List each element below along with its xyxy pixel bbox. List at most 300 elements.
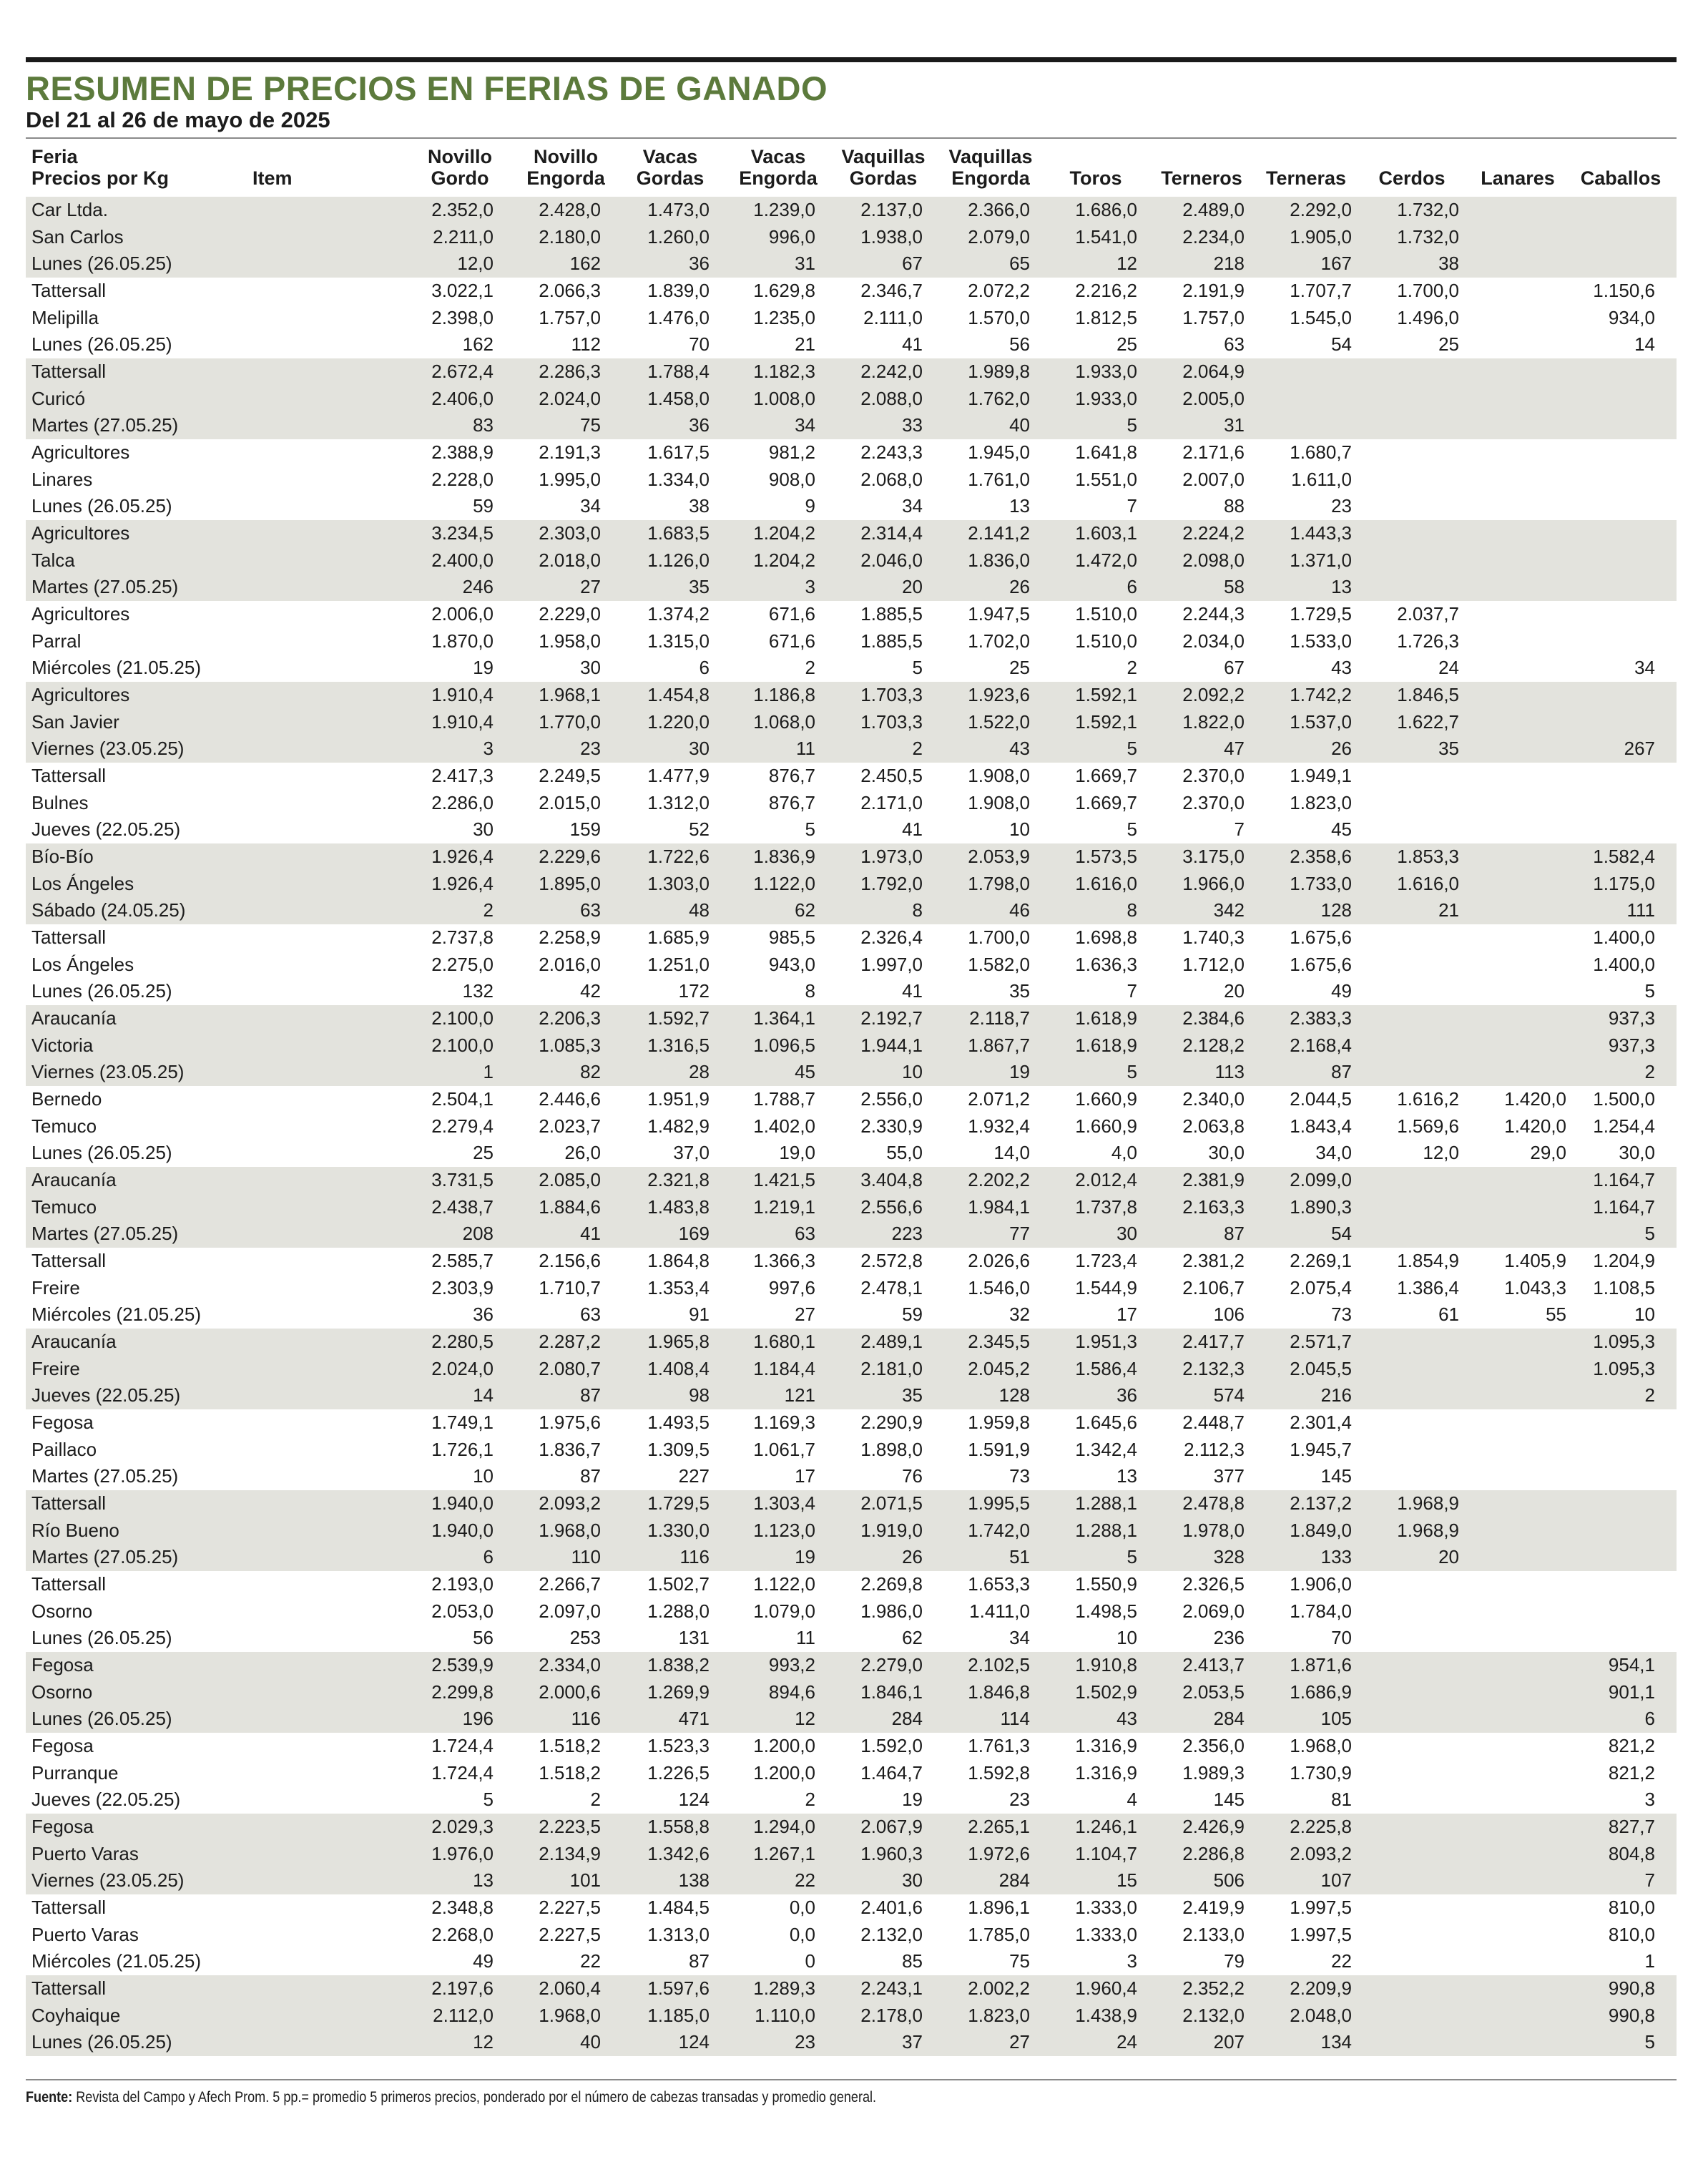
table-cell: 87 [1331, 1061, 1352, 1083]
table-cell: 1.864,8 [647, 1250, 710, 1271]
table-cell: 2.045,5 [1290, 1357, 1352, 1379]
table-cell: 1.522,0 [968, 710, 1030, 733]
table-cell [1548, 1409, 1655, 1437]
table-cell: 1.458,0 [647, 387, 710, 409]
table-cell: 1.371,0 [1290, 549, 1352, 571]
table-cell: 1.669,7 [1075, 765, 1137, 786]
table-cell: 1.095,3 [1593, 1331, 1655, 1352]
table-cell: 2.227,5 [539, 1897, 601, 1918]
table-cell: 1.724,4 [431, 1735, 494, 1756]
table-cell: 1.551,0 [1075, 468, 1137, 490]
table-cell: 2.163,3 [1182, 1195, 1245, 1218]
table-row [26, 1894, 1677, 1922]
table-cell: 1.496,0 [1397, 306, 1459, 328]
table-cell: 1.757,0 [539, 306, 601, 328]
table-cell: 2.132,0 [860, 1923, 923, 1945]
table-cell: 1.978,0 [1182, 1519, 1245, 1541]
table-cell: 1.476,0 [647, 306, 710, 328]
table-row [26, 1329, 1677, 1356]
table-cell [1352, 1733, 1459, 1760]
row-label: Freire [31, 1357, 80, 1379]
table-cell [1352, 816, 1459, 843]
header-col-11 [1464, 146, 1571, 189]
table-cell: 2.381,2 [1182, 1250, 1245, 1271]
table-cell: 1.164,7 [1593, 1195, 1655, 1218]
table-cell: 62 [795, 899, 815, 921]
table-cell: 10 [1009, 818, 1030, 841]
table-cell: 1.260,0 [647, 225, 710, 248]
table-cell: 8 [1127, 899, 1137, 921]
table-row [26, 978, 1677, 1005]
table-cell: 1.822,0 [1182, 710, 1245, 733]
feria-group [26, 1894, 1677, 1975]
table-cell: 2.037,7 [1397, 603, 1459, 625]
table-cell: 6 [1644, 1708, 1655, 1730]
table-cell [1352, 1706, 1459, 1733]
table-cell [1352, 412, 1459, 439]
table-cell: 2.223,5 [539, 1816, 601, 1837]
table-cell: 1.108,5 [1593, 1276, 1655, 1298]
table-cell: 1.616,0 [1397, 872, 1459, 894]
table-cell: 2.012,4 [1075, 1169, 1137, 1190]
table-cell: 1.960,3 [860, 1842, 923, 1864]
table-cell: 2.209,9 [1290, 1977, 1352, 1999]
row-label: Melipilla [31, 306, 99, 328]
table-cell: 42 [580, 980, 601, 1002]
table-cell [1548, 386, 1655, 413]
row-label: Miércoles (21.05.25) [31, 1950, 201, 1972]
table-cell: 1.150,6 [1593, 280, 1655, 301]
table-cell: 1.703,3 [860, 684, 923, 705]
header-col-5-line-1: Vaquillas [841, 146, 926, 167]
table-cell: 10 [1634, 1303, 1655, 1326]
table-cell: 8 [805, 980, 815, 1002]
table-cell: 1.288,0 [647, 1600, 710, 1622]
table-row [26, 1733, 1677, 1760]
table-cell [1548, 574, 1655, 601]
table-cell: 1 [483, 1061, 494, 1083]
table-cell: 1.454,8 [647, 684, 710, 705]
table-cell: 1.110,0 [755, 2004, 815, 2026]
table-cell: 246 [462, 576, 494, 598]
table-cell: 2.106,7 [1182, 1276, 1245, 1298]
table-cell: 5 [1127, 738, 1137, 760]
table-cell: 2.018,0 [539, 549, 601, 571]
row-label: Osorno [31, 1600, 93, 1622]
table-cell: 1.204,2 [753, 522, 815, 544]
table-row [26, 1463, 1677, 1490]
table-cell: 36 [473, 1303, 494, 1326]
table-cell: 2.132,3 [1182, 1357, 1245, 1379]
table-row [26, 358, 1677, 386]
row-label: Viernes (23.05.25) [31, 1869, 185, 1892]
table-cell: 23 [795, 2031, 815, 2053]
table-cell: 2.489,1 [860, 1331, 923, 1352]
row-label: Puerto Varas [31, 1923, 139, 1945]
table-cell: 133 [1320, 1546, 1352, 1568]
table-cell: 27 [1009, 2031, 1030, 2053]
row-label: Agricultores [31, 441, 130, 463]
table-row [26, 897, 1677, 924]
table-cell: 2 [1127, 657, 1137, 679]
table-cell: 2.181,0 [860, 1357, 923, 1379]
table-cell: 1.043,3 [1504, 1276, 1566, 1298]
table-cell: 23 [1009, 1789, 1030, 1811]
footnote-text: Revista del Campo y Afech Prom. 5 pp.= promedio 5 primeros precios, ponderado por el número de cabezas transadas y promedio general. [72, 2089, 877, 2105]
table-row [26, 1652, 1677, 1679]
table-cell: 2.400,0 [431, 549, 494, 571]
table-cell: 7 [1127, 495, 1137, 517]
row-label: Bío-Bío [31, 846, 94, 867]
table-row [26, 1382, 1677, 1409]
table-cell: 1.944,1 [860, 1034, 923, 1056]
table-cell: 1.788,7 [753, 1088, 815, 1110]
table-cell: 1.122,0 [753, 872, 815, 894]
footnote-label: Fuente: [26, 2089, 73, 2105]
table-cell: 13 [1116, 1465, 1137, 1487]
table-cell: 2.334,0 [539, 1654, 601, 1676]
table-cell: 79 [1224, 1950, 1245, 1972]
table-cell: 124 [678, 1789, 710, 1811]
table-cell: 40 [580, 2031, 601, 2053]
table-cell: 2.299,8 [431, 1681, 494, 1703]
table-cell: 34 [580, 495, 601, 517]
table-cell: 1.523,3 [647, 1735, 710, 1756]
table-cell: 2.029,3 [431, 1816, 494, 1837]
table-cell: 2.275,0 [431, 953, 494, 975]
table-cell: 2.099,0 [1290, 1169, 1352, 1190]
table-cell: 134 [1320, 2031, 1352, 2053]
table-cell: 2.133,0 [1182, 1923, 1245, 1945]
table-cell: 1.303,0 [647, 872, 710, 894]
table-cell: 1.400,0 [1593, 926, 1655, 948]
table-cell [1352, 1571, 1459, 1598]
table-cell: 1.945,7 [1290, 1438, 1352, 1460]
header-col-3-line-2: Gordas [636, 167, 705, 189]
table-cell [1352, 520, 1459, 547]
table-cell: 2.258,9 [539, 926, 601, 948]
table-cell: 1.940,0 [431, 1519, 494, 1541]
row-label: Martes (27.05.25) [31, 1465, 179, 1487]
table-cell: 3.022,1 [431, 280, 494, 301]
table-cell: 41 [580, 1223, 601, 1245]
table-cell: 2.225,8 [1290, 1816, 1352, 1837]
table-cell: 1.890,3 [1290, 1195, 1352, 1218]
table-cell: 2.301,4 [1290, 1412, 1352, 1433]
table-cell: 804,8 [1608, 1842, 1655, 1864]
table-cell: 128 [998, 1384, 1030, 1407]
table-cell: 162 [462, 333, 494, 356]
table-cell: 2.249,5 [539, 765, 601, 786]
table-cell: 1.997,0 [860, 953, 923, 975]
table-cell [1352, 978, 1459, 1005]
table-cell: 1.622,7 [1397, 710, 1459, 733]
table-cell: 2.446,6 [539, 1088, 601, 1110]
header-col-7-line-1 [1042, 146, 1149, 167]
table-cell: 1.703,3 [860, 710, 923, 733]
table-cell: 1.733,0 [1290, 872, 1352, 894]
table-cell: 2.417,3 [431, 765, 494, 786]
table-cell: 17 [1116, 1303, 1137, 1326]
table-cell: 1.707,7 [1290, 280, 1352, 301]
table-cell: 54 [1331, 1223, 1352, 1245]
table-cell: 1.411,0 [969, 1600, 1030, 1622]
table-cell [1548, 1490, 1655, 1517]
table-cell: 3 [1644, 1789, 1655, 1811]
header-col-3 [617, 146, 724, 189]
row-label: Tattersall [31, 1977, 107, 1999]
table-cell [1352, 1948, 1459, 1975]
table-cell: 2.053,5 [1182, 1681, 1245, 1703]
table-cell: 1.482,9 [647, 1115, 710, 1137]
table-cell: 1.366,3 [753, 1250, 815, 1271]
row-label: Martes (27.05.25) [31, 576, 179, 598]
table-cell: 1.683,5 [647, 522, 710, 544]
header-col-7-line-2: Toros [1069, 167, 1122, 189]
table-cell: 671,6 [768, 603, 815, 625]
table-cell: 1.289,3 [753, 1977, 815, 1999]
header-item: Item [252, 167, 293, 189]
table-cell: 1.729,5 [647, 1492, 710, 1514]
table-cell: 131 [678, 1627, 710, 1649]
table-cell: 1.267,1 [753, 1842, 815, 1864]
table-cell [1548, 682, 1655, 709]
table-cell: 1.420,0 [1504, 1088, 1566, 1110]
table-cell: 2 [912, 738, 923, 760]
table-cell: 1.932,4 [968, 1115, 1030, 1137]
header-col-9 [1252, 146, 1360, 189]
table-cell: 114 [1000, 1708, 1030, 1730]
feria-group [26, 1490, 1677, 1571]
table-cell [1352, 1867, 1459, 1894]
table-cell: 2.370,0 [1182, 765, 1245, 786]
table-cell: 1.700,0 [1397, 280, 1459, 301]
table-row [26, 1975, 1677, 2002]
table-cell: 2.134,9 [539, 1842, 601, 1864]
table-cell [1548, 601, 1655, 628]
table-cell: 145 [1320, 1465, 1352, 1487]
table-cell: 2.326,5 [1182, 1573, 1245, 1595]
table-row [26, 466, 1677, 494]
header-col-11-line-2: Lanares [1481, 167, 1555, 189]
table-cell: 34 [902, 495, 923, 517]
table-cell: 1.761,0 [968, 468, 1030, 490]
table-cell [1352, 1652, 1459, 1679]
table-cell: 1.405,9 [1504, 1250, 1566, 1271]
table-cell [1352, 763, 1459, 790]
table-cell: 821,2 [1608, 1735, 1655, 1756]
table-cell: 1.867,7 [968, 1034, 1030, 1056]
table-cell: 36 [689, 253, 710, 275]
table-cell: 1.309,5 [647, 1438, 710, 1460]
table-cell: 2.071,5 [860, 1492, 923, 1514]
table-cell: 87 [580, 1465, 601, 1487]
table-cell: 2.112,0 [433, 2004, 494, 2026]
table-cell: 997,6 [768, 1276, 815, 1298]
table-cell: 1.342,4 [1075, 1438, 1137, 1460]
table-cell: 3.175,0 [1182, 846, 1245, 867]
table-cell: 27 [580, 576, 601, 598]
table-cell: 2.572,8 [860, 1250, 923, 1271]
table-cell [1548, 1463, 1655, 1490]
table-cell: 26,0 [564, 1142, 601, 1164]
table-cell [1548, 1544, 1655, 1571]
table-cell: 2.287,2 [539, 1331, 601, 1352]
row-label: Tattersall [31, 765, 107, 786]
table-cell: 1.104,7 [1075, 1842, 1137, 1864]
table-cell: 1.175,0 [1593, 872, 1655, 894]
table-cell: 1.546,0 [968, 1276, 1030, 1298]
table-cell: 52 [689, 818, 710, 841]
table-cell: 1.333,0 [1075, 1923, 1137, 1945]
table-cell: 1.737,8 [1075, 1195, 1137, 1218]
table-cell: 3.404,8 [860, 1169, 923, 1190]
row-label: Araucanía [31, 1331, 117, 1352]
table-cell: 75 [580, 414, 601, 436]
table-cell: 2.269,1 [1290, 1250, 1352, 1271]
table-row [26, 1059, 1677, 1086]
table-cell: 1.958,0 [539, 630, 601, 652]
table-cell: 1.592,0 [860, 1735, 923, 1756]
table-cell [1352, 574, 1459, 601]
table-cell: 1.333,0 [1075, 1897, 1137, 1918]
table-cell: 138 [678, 1869, 710, 1892]
table-cell: 1.949,1 [1290, 765, 1352, 786]
table-cell: 2.228,0 [431, 468, 494, 490]
table-cell: 2.079,0 [968, 225, 1030, 248]
header-col-4-line-2: Engorda [739, 167, 818, 189]
table-cell: 1.068,0 [753, 710, 815, 733]
table-cell: 1.933,0 [1075, 387, 1137, 409]
table-cell: 2.489,0 [1182, 199, 1245, 220]
row-label: Lunes (26.05.25) [31, 333, 172, 356]
table-cell [1548, 790, 1655, 817]
table-cell: 1.334,0 [647, 468, 710, 490]
table-cell: 1.823,0 [968, 2004, 1030, 2026]
feria-group [26, 1248, 1677, 1329]
table-cell [1352, 1005, 1459, 1032]
table-cell: 2.102,5 [968, 1654, 1030, 1676]
table-cell: 167 [1320, 253, 1352, 275]
table-cell: 2.426,9 [1182, 1816, 1245, 1837]
row-label: Martes (27.05.25) [31, 414, 179, 436]
table-cell: 128 [1320, 899, 1352, 921]
table-cell: 1.960,4 [1075, 1977, 1137, 1999]
table-cell: 1.288,1 [1075, 1492, 1137, 1514]
table-cell: 671,6 [768, 630, 815, 652]
row-label: Lunes (26.05.25) [31, 253, 172, 275]
table-cell: 1.541,0 [1075, 225, 1137, 248]
table-cell: 58 [1224, 576, 1245, 598]
table-cell: 1.200,0 [753, 1761, 815, 1784]
table-cell: 2.406,0 [431, 387, 494, 409]
table-row [26, 1301, 1677, 1329]
table-cell: 1.975,6 [539, 1412, 601, 1433]
table-cell: 1.219,1 [753, 1195, 815, 1218]
table-cell: 61 [1438, 1303, 1459, 1326]
table-cell: 14 [473, 1384, 494, 1407]
table-cell: 1.968,1 [539, 684, 601, 705]
table-cell: 1.438,9 [1075, 2004, 1137, 2026]
table-cell: 2.192,7 [860, 1007, 923, 1029]
table-cell: 2.556,6 [860, 1195, 923, 1218]
table-cell: 1.316,5 [647, 1034, 710, 1056]
row-label: Agricultores [31, 603, 130, 625]
table-cell: 1.951,9 [647, 1088, 710, 1110]
row-label: Miércoles (21.05.25) [31, 657, 201, 679]
table-cell: 23 [1331, 495, 1352, 517]
table-cell: 10 [902, 1061, 923, 1083]
table-row [26, 871, 1677, 898]
table-row [26, 1598, 1677, 1625]
table-cell: 1.616,0 [1075, 872, 1137, 894]
table-cell: 1.182,3 [753, 361, 815, 382]
table-cell: 1.582,4 [1593, 846, 1655, 867]
table-cell: 2 [805, 1789, 815, 1811]
row-label: Curicó [31, 387, 86, 409]
header-col-12-line-2: Caballos [1580, 167, 1662, 189]
table-cell: 2.585,7 [431, 1250, 494, 1271]
table-row [26, 735, 1677, 763]
table-cell: 20 [1438, 1546, 1459, 1568]
table-cell: 1.443,3 [1290, 522, 1352, 544]
table-cell: 1.493,5 [647, 1412, 710, 1433]
table-cell: 83 [473, 414, 494, 436]
table-cell [1352, 1329, 1459, 1356]
table-cell: 2.024,0 [431, 1357, 494, 1379]
row-label: Fegosa [31, 1654, 94, 1676]
table-cell: 1.502,9 [1075, 1681, 1137, 1703]
table-cell [1352, 1437, 1459, 1464]
table-cell: 1.239,0 [753, 199, 815, 220]
header-col-8 [1148, 146, 1255, 189]
table-row [26, 682, 1677, 709]
table-cell: 116 [571, 1708, 601, 1730]
table-cell: 1.533,0 [1290, 630, 1352, 652]
header-col-1-line-1: Novillo [427, 146, 492, 167]
table-cell: 2.024,0 [539, 387, 601, 409]
table-cell: 30 [580, 657, 601, 679]
table-cell: 30,0 [1619, 1142, 1655, 1164]
table-cell: 1.254,4 [1593, 1115, 1655, 1137]
table-cell: 23 [580, 738, 601, 760]
table-cell: 2.118,7 [969, 1007, 1030, 1029]
table-cell: 1.464,7 [860, 1761, 923, 1784]
table-cell: 2.206,3 [539, 1007, 601, 1029]
table-cell: 22 [795, 1869, 815, 1892]
table-cell: 81 [1331, 1789, 1352, 1811]
table-cell: 1.965,8 [647, 1331, 710, 1352]
table-cell: 1.204,9 [1593, 1250, 1655, 1271]
table-cell: 2.286,8 [1182, 1842, 1245, 1864]
table-cell: 37 [902, 2031, 923, 2053]
table-cell: 1.726,1 [431, 1438, 494, 1460]
table-cell: 990,8 [1608, 1977, 1655, 1999]
table-cell [1352, 1221, 1459, 1248]
table-cell: 1.947,5 [968, 603, 1030, 625]
table-cell: 41 [902, 980, 923, 1002]
table-cell: 56 [1009, 333, 1030, 356]
table-cell: 2.063,8 [1182, 1115, 1245, 1137]
table-cell: 1.592,8 [968, 1761, 1030, 1784]
table-cell: 2.092,2 [1182, 684, 1245, 705]
table-cell: 1.680,1 [753, 1331, 815, 1352]
table-cell: 0,0 [789, 1923, 815, 1945]
table-cell: 1.220,0 [647, 710, 710, 733]
table-cell: 1.938,0 [860, 225, 923, 248]
table-cell: 1.895,0 [539, 872, 601, 894]
table-cell: 208 [462, 1223, 494, 1245]
